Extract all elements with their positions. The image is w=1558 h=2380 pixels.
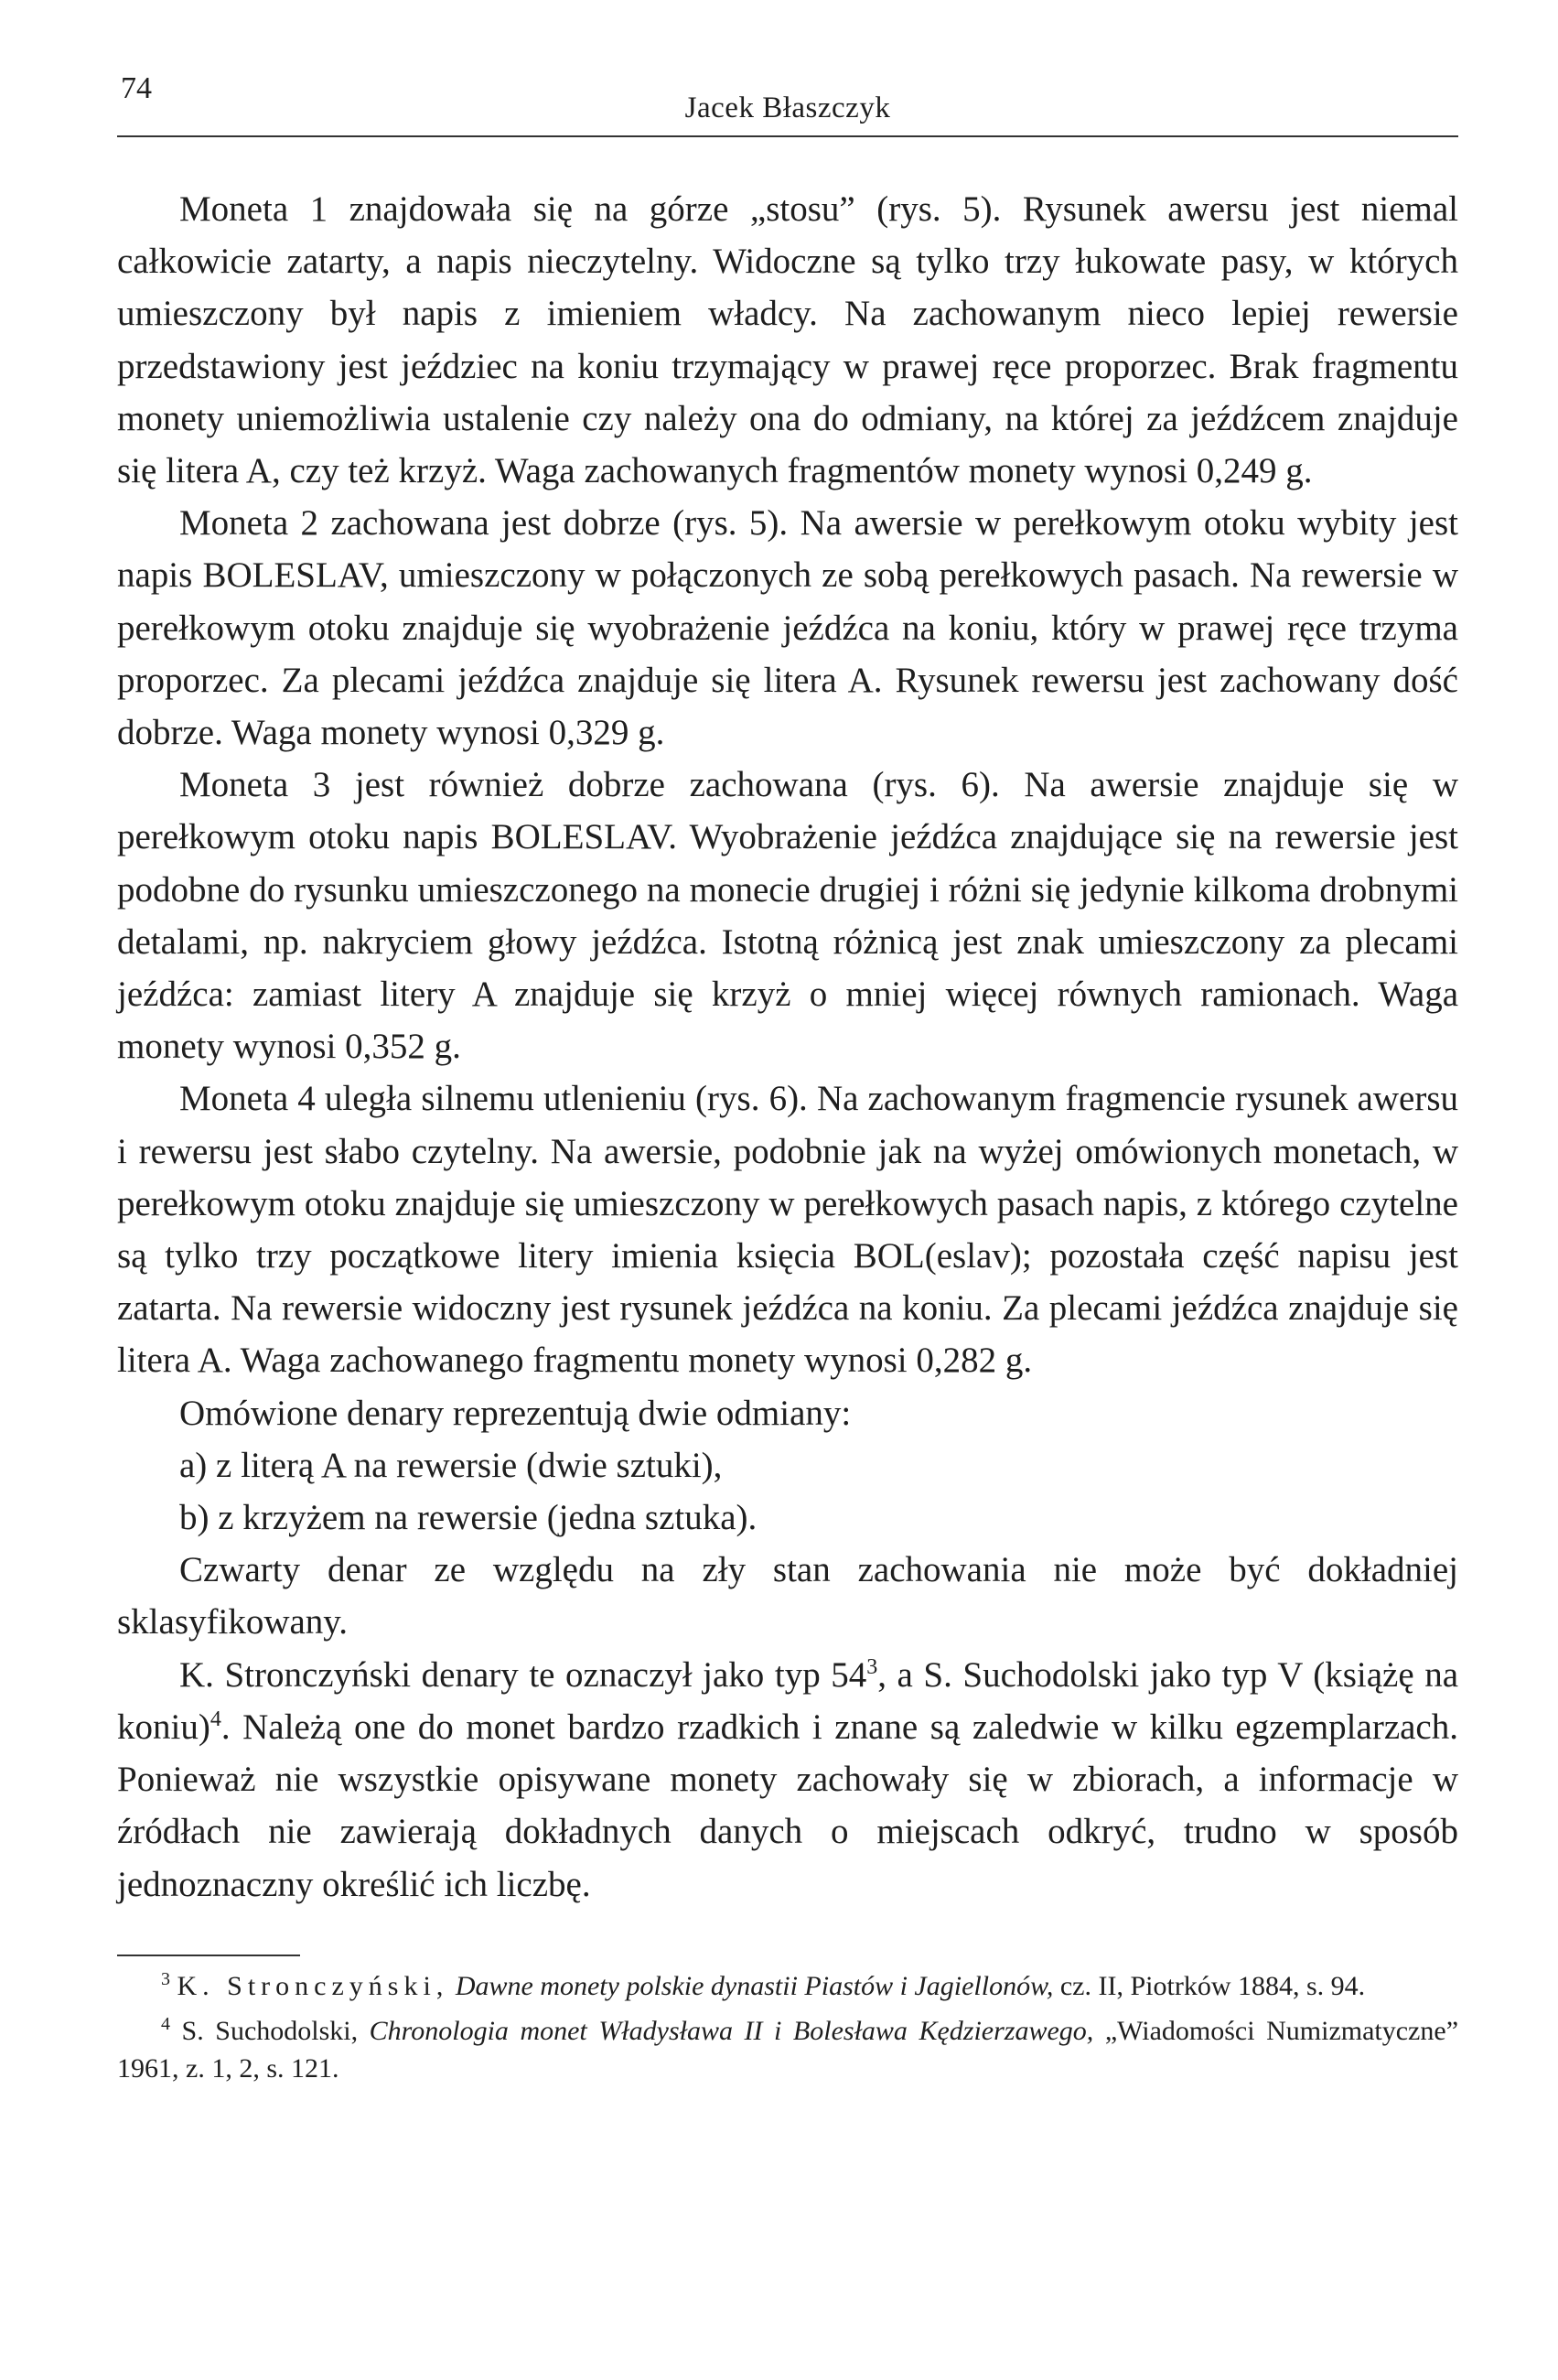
footnote-mark: 4	[161, 2013, 170, 2034]
paragraph-coin-1: Moneta 1 znajdowała się na górze „stosu” (rys. 5). Rysunek awersu jest niemal całkowicie zatarty, a napis nieczytelny. Widoczne są tylko trzy łukowate pasy, w których umieszczony był napis z imieniem władcy. Na zachowanym nieco lepiej rewersie przedstawiony jest jeździec na koniu trzymający w prawej ręce proporzec. Brak fragmentu monety uniemożliwia ustalenie czy należy ona do odmiany, na której za jeźdźcem znajduje się litera A, czy też krzyż. Waga zachowanych fragmentów monety wynosi 0,249 g.	[117, 189, 1458, 491]
running-head-author: Jacek Błaszczyk	[684, 92, 891, 124]
footnote-author: S. Suchodolski,	[181, 2015, 359, 2046]
footnote-author: K. Stronczyński,	[177, 1970, 449, 2001]
paragraph-coin-3: Moneta 3 jest również dobrze zachowana (rys. 6). Na awersie znajduje się w perełkowym otoku napis BOLESLAV. Wyobrażenie jeźdźca znajdujące się na rewersie jest podobne do rysunku umieszczonego na monecie drugiej i różni się jedynie kilkoma drobnymi detalami, np. nakryciem głowy jeźdźca. Istotną różnicą jest znak umieszczony za plecami jeźdźca: zamiast litery A znajduje się krzyż o mniej więcej równych ramionach. Waga monety wynosi 0,352 g.	[117, 765, 1458, 1067]
list-item-a: a) z literą A na rewersie (dwie sztuki),	[179, 1445, 723, 1485]
footnote-mark: 3	[161, 1968, 170, 1989]
paragraph-coin-2: Moneta 2 zachowana jest dobrze (rys. 5). Na awersie w perełkowym otoku wybity jest napis BOLESLAV, umieszczony w połączonych ze sobą perełkowych pasach. Na rewersie w perełkowym otoku znajduje się wyobrażenie jeźdźca na koniu, który w prawej ręce trzyma proporzec. Za plecami jeźdźca znajduje się litera A. Rysunek rewersu jest zachowany dość dobrze. Waga monety wynosi 0,329 g.	[117, 503, 1458, 753]
body-text	[117, 183, 1458, 1911]
footnote-ref-3[interactable]: 3	[866, 1654, 878, 1679]
list-item-b: b) z krzyżem na rewersie (jedna sztuka).	[179, 1498, 758, 1538]
page	[117, 71, 1458, 2095]
classification-text-1: K. Stronczyński denary te oznaczył jako typ 54	[179, 1654, 867, 1695]
running-head	[117, 71, 1458, 137]
paragraph-variants-intro: Omówione denary reprezentują dwie odmiany:	[179, 1393, 852, 1433]
footnote-details: „Wiadomości Numizmatyczne” 1961, z. 1, 2, s. 121.	[117, 2015, 1459, 2084]
footnote-title: Chronologia monet Władysława II i Bolesława Kędzierzawego,	[369, 2015, 1094, 2046]
paragraph-classification	[117, 1649, 1458, 1911]
classification-text-2: , a S. Suchodolski jako typ V (książę na koniu)	[117, 1654, 1458, 1747]
classification-text-3: . Należą one do monet bardzo rzadkich i znane są zaledwie w kilku egzemplarzach. Ponieważ nie wszystkie opisywane monety zachowały się w zbiorach, a informacje w źródłach nie zawierają dokładnych danych o miejscach odkryć, trudno w sposób jednoznaczny określić ich liczbę.	[117, 1707, 1458, 1904]
footnote-ref-4[interactable]: 4	[210, 1707, 221, 1731]
paragraph-coin-4: Moneta 4 uległa silnemu utlenieniu (rys. 6). Na zachowanym fragmencie rysunek awersu i rewersu jest słabo czytelny. Na awersie, podobnie jak na wyżej omówionych monetach, w perełkowym otoku znajduje się umieszczony w perełkowych pasach napis, z którego czytelne są tylko trzy początkowe litery imienia księcia BOL(eslav); pozostała część napisu jest zatarta. Na rewersie widoczny jest rysunek jeźdźca na koniu. Za plecami jeźdźca znajduje się litera A. Waga zachowanego fragmentu monety wynosi 0,282 g.	[117, 1079, 1458, 1381]
footnote-details: cz. II, Piotrków 1884, s. 94.	[1059, 1970, 1366, 2001]
footnote-rule	[117, 1955, 300, 1956]
paragraph-fourth-denar: Czwarty denar ze względu na zły stan zachowania nie może być dokładniej sklasyfikowany.	[117, 1550, 1458, 1642]
footnotes	[117, 1967, 1458, 2087]
footnote-3	[117, 1967, 1458, 2005]
footnote-title: Dawne monety polskie dynastii Piastów i Jagiellonów,	[455, 1970, 1054, 2001]
page-number: 74	[121, 71, 152, 105]
footnote-4	[117, 2012, 1458, 2087]
